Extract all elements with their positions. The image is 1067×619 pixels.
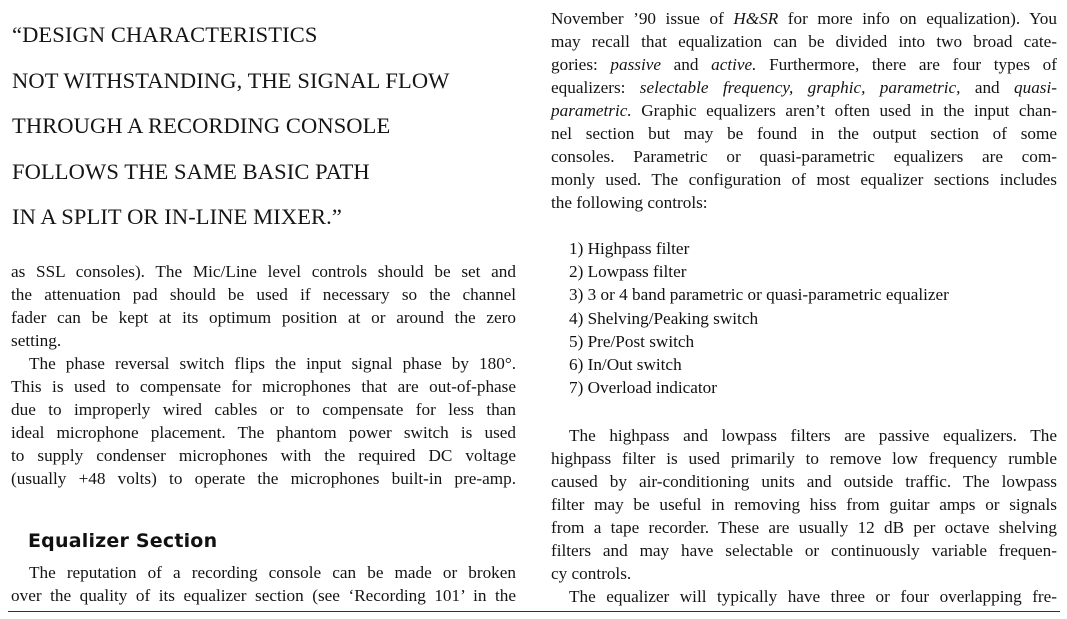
pull-quote-line: IN A SPLIT OR IN-LINE MIXER.” [12, 204, 342, 230]
text-line: monly used. The configuration of most equalizer sections includes [551, 170, 1057, 189]
text-run: for more info on equalization). You [778, 9, 1057, 28]
text-run: Furthermore, there are four types of [756, 55, 1057, 74]
text-run: and [960, 78, 1015, 97]
text-line: nel section but may be found in the output section of some [551, 124, 1057, 143]
paragraph-filters [551, 424, 1057, 585]
text-line: caused by air-conditioning units and outside traffic. The lowpass [551, 472, 1057, 491]
emphasis: quasi- [1014, 78, 1057, 97]
paragraph-equalizer-intro [11, 561, 516, 607]
text-line: due to improperly wired cables or to compensate for less than [11, 400, 516, 419]
paragraph-mic-line [11, 260, 516, 352]
pull-quote-line: “DESIGN CHARACTERISTICS [12, 22, 318, 47]
section-heading: Equalizer Section [28, 530, 218, 552]
text-line [551, 99, 1057, 122]
text-line: This is used to compensate for microphones that are out-of-phase [11, 377, 516, 396]
left-column-body [11, 260, 516, 490]
text-line: The equalizer will typically have three or four overlapping fre- [569, 587, 1057, 606]
text-line: setting. [11, 331, 62, 350]
controls-list [569, 237, 1049, 399]
pull-quote-line: NOT WITHSTANDING, THE SIGNAL FLOW [12, 67, 450, 93]
emphasis: parametric. [551, 101, 632, 120]
text-line: The phase reversal switch flips the input signal phase by 180°. [29, 354, 516, 373]
emphasis: selectable frequency, graphic, parametric, [639, 78, 961, 97]
list-item: 6) In/Out switch [569, 355, 682, 375]
text-line: fader can be kept at its optimum position at or around the zero [11, 308, 516, 327]
pull-quote-line: THROUGH A RECORDING CONSOLE [12, 113, 391, 139]
text-line: ideal microphone placement. The phantom power switch is used [11, 423, 516, 442]
text-line: the following controls: [551, 193, 708, 212]
emphasis: active. [711, 55, 757, 74]
text-line: to supply condenser microphones with the required DC voltage [11, 446, 516, 465]
paragraph-eq-types [551, 7, 1057, 214]
text-line: The reputation of a recording console can be made or broken [29, 563, 516, 582]
list-item: 1) Highpass filter [569, 239, 690, 258]
text-line: over the quality of its equalizer section (see ‘Recording 101’ in the [11, 586, 516, 605]
right-column-intro [551, 7, 1057, 214]
emphasis: passive [610, 55, 662, 74]
text-line [551, 7, 1057, 30]
text-line [551, 76, 1057, 99]
text-run: equalizers: [551, 78, 640, 97]
pull-quote [12, 12, 517, 240]
text-line: may recall that equalization can be divided into two broad cate- [551, 32, 1057, 51]
paragraph-phase-reversal [11, 352, 516, 490]
right-column-filters [551, 424, 1057, 608]
text-line: highpass filter is used primarily to remove low frequency rumble [551, 449, 1057, 468]
text-run: Graphic equalizers aren’t often used in the input chan- [631, 101, 1057, 120]
text-run: and [661, 55, 712, 74]
text-line [551, 53, 1057, 76]
text-run: November ’90 issue of [551, 9, 734, 28]
list-item: 2) Lowpass filter [569, 262, 687, 282]
text-line: cy controls. [551, 564, 632, 583]
left-column-equalizer-text [11, 561, 516, 607]
text-line: as SSL consoles). The Mic/Line level controls should be set and [11, 262, 516, 281]
text-line: The highpass and lowpass filters are passive equalizers. The [569, 426, 1057, 445]
footer-rule [8, 611, 1060, 612]
list-item: 5) Pre/Post switch [569, 331, 695, 351]
magazine-title: H&SR [733, 9, 779, 28]
list-item: 4) Shelving/Peaking switch [569, 308, 759, 328]
text-line: consoles. Parametric or quasi-parametric equalizers are com- [551, 147, 1057, 166]
text-line: filters and may have selectable or continuously variable frequen- [551, 541, 1057, 560]
pull-quote-line: FOLLOWS THE SAME BASIC PATH [12, 158, 370, 184]
list-item: 7) Overload indicator [569, 378, 717, 398]
list-item: 3) 3 or 4 band parametric or quasi-parametric equalizer [569, 285, 949, 305]
text-line: (usually +48 volts) to operate the microphones built-in pre-amp. [11, 469, 516, 488]
text-line: from a tape recorder. These are usually 12 dB per octave shelving [551, 518, 1057, 537]
text-run: gories: [551, 55, 611, 74]
text-line: filter may be useful in removing hiss from guitar amps or signals [551, 495, 1057, 514]
text-line: the attenuation pad should be used if necessary so the channel [11, 285, 516, 304]
paragraph-equalizer-bands [551, 585, 1057, 608]
